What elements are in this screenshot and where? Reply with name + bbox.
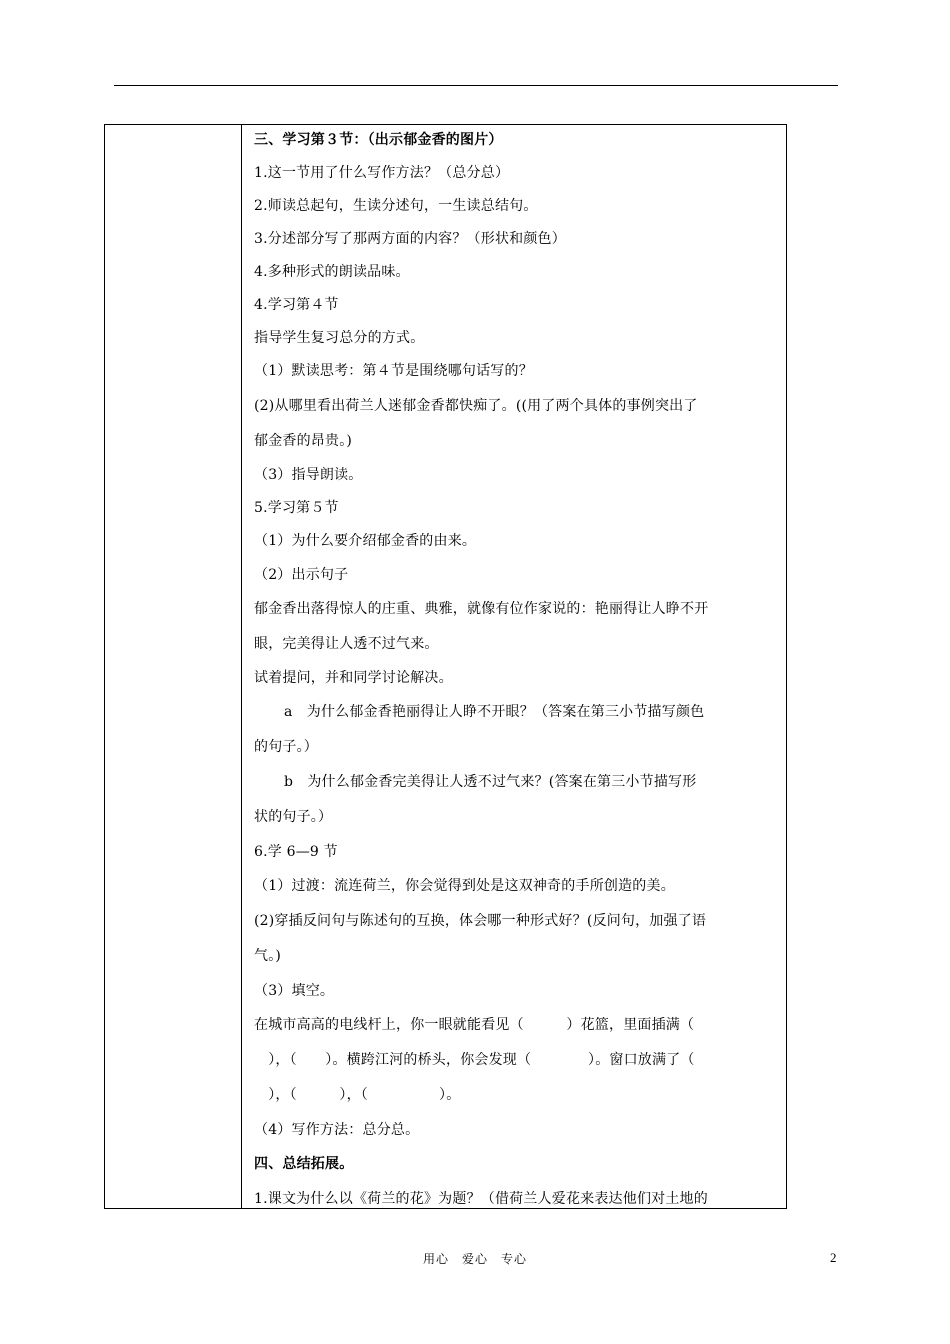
text-line: ），（ ）。横跨江河的桥头，你会发现（ ）。窗口放满了（: [254, 1052, 695, 1068]
text-line: 6.学 6—9 节: [254, 844, 338, 860]
text-line: 郁金香的昂贵。): [254, 433, 353, 449]
text-line: 气。): [254, 948, 282, 964]
text-line: ），（ ），（ ）。: [254, 1087, 461, 1103]
text-line: （3）指导朗读。: [254, 467, 363, 483]
text-line: 4.学习第４节: [254, 297, 339, 313]
table-left-column: [105, 125, 242, 1208]
text-line: b 为什么郁金香完美得让人透不过气来？(答案在第三小节描写形: [284, 774, 697, 790]
text-line: 1.课文为什么以《荷兰的花》为题？（借荷兰人爱花来表达他们对土地的: [254, 1191, 708, 1207]
text-line: （1）默读思考：第４节是围绕哪句话写的？: [254, 363, 533, 379]
footer-slogan: 用心 爱心 专心: [422, 1252, 527, 1266]
table-right-column: [242, 125, 786, 1208]
text-line: （3）填空。: [254, 983, 335, 999]
text-line: 1.这一节用了什么写作方法？（总分总）: [254, 165, 510, 181]
text-line: 3.分述部分写了那两方面的内容？（形状和颜色）: [254, 231, 566, 247]
text-line: （2）出示句子: [254, 567, 349, 583]
section-heading-3: 三、学习第３节：（出示郁金香的图片）: [254, 132, 503, 148]
section-heading-4: 四、总结拓展。: [254, 1156, 354, 1172]
text-line: 指导学生复习总分的方式。: [254, 330, 425, 346]
text-line: （1）过渡：流连荷兰，你会觉得到处是这双神奇的手所创造的美。: [254, 878, 675, 894]
text-line: (2)穿插反问句与陈述句的互换，体会哪一种形式好？(反问句，加强了语: [254, 913, 707, 929]
text-line: 试着提问，并和同学讨论解决。: [254, 670, 453, 686]
page-number: 2: [830, 1250, 837, 1265]
text-line: 2.师读总起句，生读分述句，一生读总结句。: [254, 198, 538, 214]
text-line: a 为什么郁金香艳丽得让人睁不开眼？（答案在第三小节描写颜色: [284, 704, 705, 720]
text-line: 的句子。）: [254, 739, 318, 755]
text-line: 5.学习第５节: [254, 500, 339, 516]
text-line: (2)从哪里看出荷兰人迷郁金香都快痴了。((用了两个具体的事例突出了: [254, 398, 698, 414]
lesson-table: [104, 124, 787, 1209]
text-line: 在城市高高的电线杆上，你一眼就能看见（ ）花篮，里面插满（: [254, 1017, 695, 1033]
header-rule: [114, 85, 838, 86]
text-line: 4.多种形式的朗读品味。: [254, 264, 410, 280]
text-line: （1）为什么要介绍郁金香的由来。: [254, 533, 477, 549]
text-line: 郁金香出落得惊人的庄重、典雅，就像有位作家说的：艳丽得让人睁不开: [254, 601, 709, 617]
text-line: （4）写作方法：总分总。: [254, 1122, 420, 1138]
text-line: 眼，完美得让人透不过气来。: [254, 636, 439, 652]
text-line: 状的句子。）: [254, 809, 333, 825]
